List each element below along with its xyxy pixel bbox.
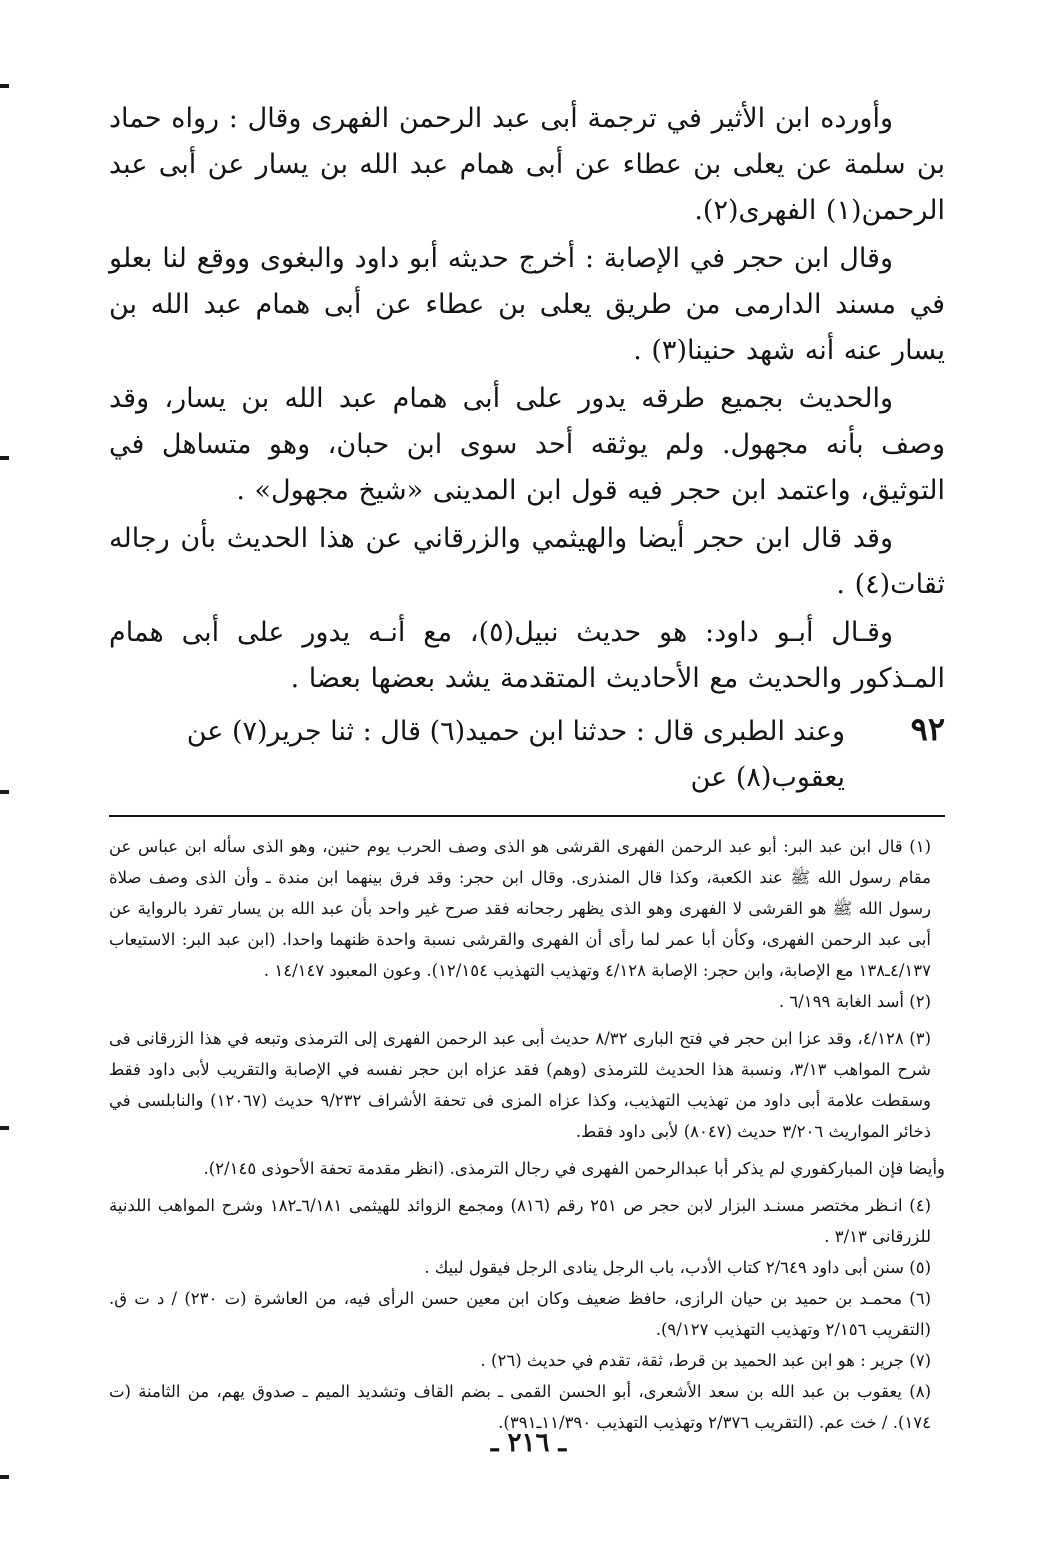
footnote-divider [109,815,945,817]
footnote-4: (٤) انـظر مختصر مسنـد البزار لابن حجر ص ٢٥١ رقم (٨١٦) ومجمع الزوائد للهيثمى ٦/١٨١ـ١٨٢ وشرح المواهب اللدنية للزرقانى ٣/١٣ . [109,1196,932,1246]
main-paragraph-5: وقـال أبـو داود: هو حديث نبيل(٥)، مع أنـه يدور على أبى همام المـذكور والحديث مع الأحاديث المتقدمة يشد بعضها بعضا . [109,617,945,694]
hadith-entry [109,706,945,801]
footnote-1: (١) قال ابن عبد البر: أبو عبد الرحمن الفهرى القرشى هو الذى وصف الحرب يوم حنين، وهو الذى سأله ابن عباس عن مقام رسول الله ﷺ عند الكعبة، وكذا قال المنذرى. وقال ابن حجر: وقد فرق بينهما ابن مندة ـ وأن الذى وصف صلاة رسول الله ﷺ هو القرشى لا الفهرى وهو الذى يظهر رجحانه فقد صرح غير واحد بأن عبد الله بن يسار تفرد بالرواية عن أبى عبد الرحمن الفهرى، وكأن أبا عمر لما رأى أن الفهرى والقرشى نسبة واحدة ظنهما واحدا. (ابن عبد البر: الاستيعاب ٤/١٣٧ـ١٣٨ مع الإصابة، وابن حجر: الإصابة ٤/١٢٨ وتهذيب التهذيب ١٢/١٥٤). وعون المعبود ١٤/١٤٧ . [109,837,931,980]
page-number: ـ ٢١٦ ـ [490,1428,567,1458]
main-paragraph-2: وقال ابن حجر في الإصابة : أخرج حديثه أبو داود والبغوى ووقع لنا بعلو في مسند الدارمى من طريق يعلى بن عطاء عن أبى همام عبد الله بن يسار عنه أنه شهد حنينا(٣) . [109,243,945,366]
main-paragraph-1: وأورده ابن الأثير في ترجمة أبى عبد الرحمن الفهرى وقال : رواه حماد بن سلمة عن يعلى بن عطاء عن أبى همام عبد الله بن يسار عن أبى عبد الرحمن(١) الفهرى(٢). [109,103,945,226]
footnote-3: (٣) ٤/١٢٨، وقد عزا ابن حجر في فتح البارى ٨/٣٢ حديث أبى عبد الرحمن الفهرى إلى الترمذى وتبعه في هذا الزرقانى فى شرح المواهب ٣/١٣، ونسبة هذا الحديث للترمذى (وهم) فقد عزاه ابن حجر نفسه في الإصابة والتقريب لأبى داود فقط وسقطت علامة أبى داود من تهذيب التهذيب، وكذا عزاه المزى فى تحفة الأشراف ٩/٢٣٢ حديث (١٢٠٦٧) والنابلسى في ذخائر المواريث ٣/٢٠٦ حديث (٨٠٤٧) لأبى داود فقط. [109,1029,932,1141]
scan-edge-mark [0,1475,9,1479]
footnote-3-continuation: وأيضا فإن المباركفوري لم يذكر أبا عبدالرحمن الفهرى في رجال الترمذى. (انظر مقدمة تحفة الأحوذى ٢/١٤٥). [203,1159,945,1178]
scan-edge-mark [0,84,9,88]
main-paragraph-4: وقد قال ابن حجر أيضا والهيثمي والزرقاني عن هذا الحديث بأن رجاله ثقات(٤) . [109,523,945,600]
footnote-2: (٢) أسد الغابة ٦/١٩٩ . [778,992,931,1011]
page-body [109,96,945,1438]
footnote-6: (٦) محمـد بن حميد بن حيان الرازى، حافظ ضعيف وكان ابن معين حسن الرأى فيه، من العاشرة (ت ٢٣٠) / د ت ق. (التقريب ٢/١٥٦ وتهذيب التهذيب ٩/١٢٧). [109,1289,931,1339]
footnote-5: (٥) سنن أبى داود ٢/٦٤٩ كتاب الأدب، باب الرجل ينادى الرجل فيقول لبيك . [424,1258,931,1277]
main-paragraph-3: والحديث بجميع طرقه يدور على أبى همام عبد الله بن يسار، وقد وصف بأنه مجهول. ولم يوثقه أحد سوى ابن حبان، وهو متساهل في التوثيق، واعتمد ابن حجر فيه قول ابن المدينى «شيخ مجهول» . [109,383,945,506]
footnote-7: (٧) جرير : هو ابن عبد الحميد بن قرط، ثقة، تقدم في حديث (٢٦) . [480,1351,931,1370]
hadith-entry-text: وعند الطبرى قال : حدثنا ابن حميد(٦) قال : ثنا جرير(٧) عن يعقوب(٨) عن [186,716,845,793]
scan-edge-mark [0,790,9,794]
scan-edge-mark [0,456,9,460]
scan-edge-mark [0,1126,9,1130]
hadith-number: ٩٢ [910,710,945,748]
footnote-8: (٨) يعقوب بن عبد الله بن سعد الأشعرى، أبو الحسن القمى ـ بضم القاف وتشديد الميم ـ صدوق يهم، من الثامنة (ت ١٧٤). / خت عم. (التقريب ٢/٣٧٦ وتهذيب التهذيب ١١/٣٩٠ـ٣٩١). [109,1382,931,1432]
